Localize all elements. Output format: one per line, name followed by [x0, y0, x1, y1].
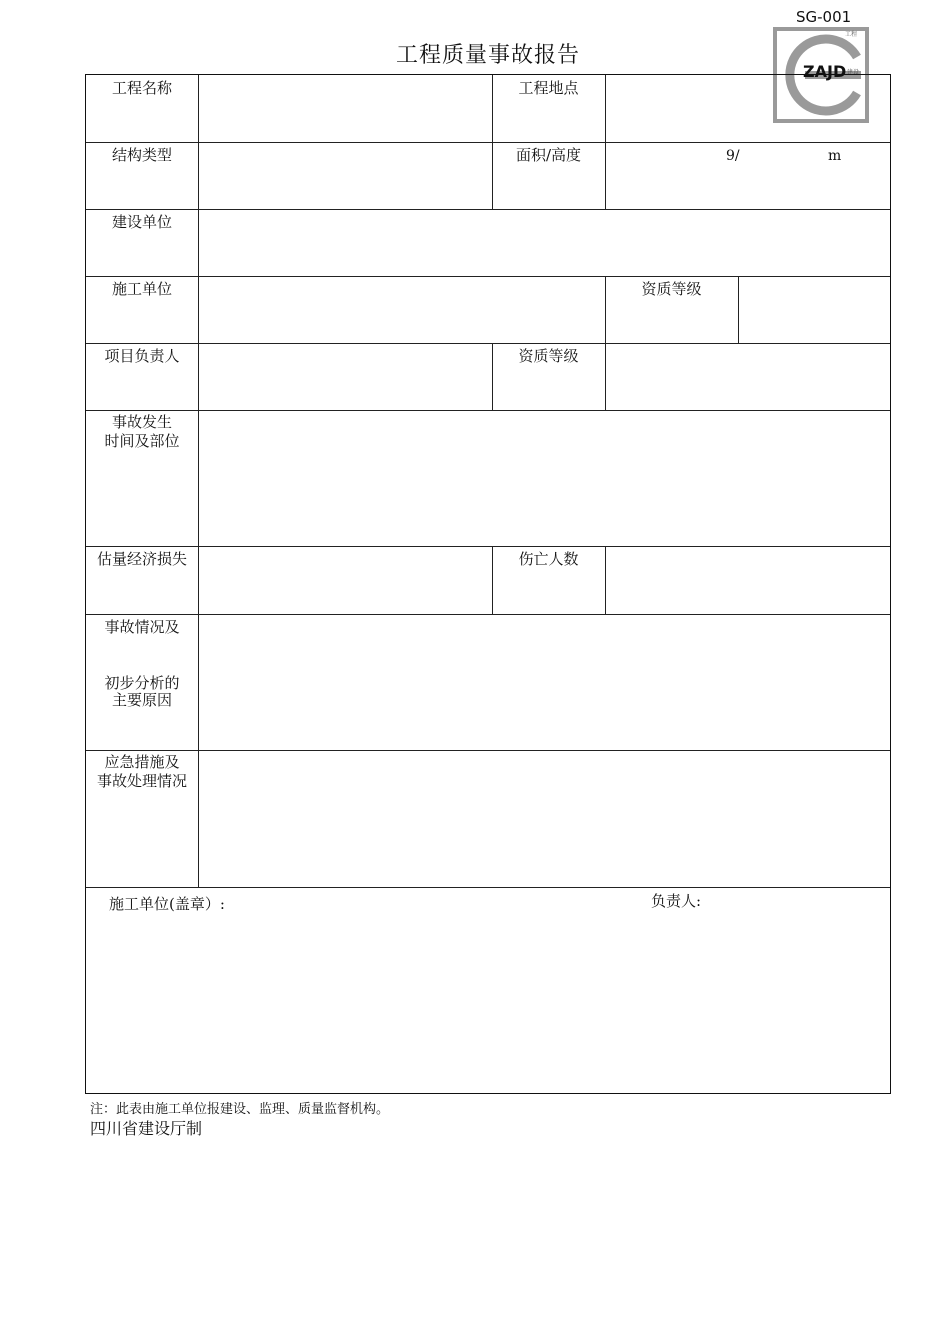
label-seal: 施工单位(盖章）:	[109, 895, 225, 913]
label-measures-line2: 事故处理情况	[96, 772, 187, 790]
area-unit: 9/	[726, 148, 740, 164]
field-qualification-1[interactable]	[739, 277, 890, 343]
field-area-height[interactable]	[606, 143, 890, 209]
label-project-name: 工程名称	[111, 79, 172, 97]
label-accident-time-line2: 时间及部位	[104, 432, 180, 450]
field-qualification-2[interactable]	[606, 344, 890, 410]
field-situation-analysis[interactable]	[199, 615, 890, 750]
field-owner-unit[interactable]	[199, 210, 890, 276]
svg-text:建设: 建设	[847, 69, 860, 76]
field-project-name[interactable]	[199, 75, 492, 142]
field-project-location[interactable]	[606, 75, 890, 142]
page-title: 工程质量事故报告	[396, 43, 581, 68]
label-economic-loss: 估量经济损失	[96, 550, 187, 568]
label-project-location: 工程地点	[518, 79, 579, 97]
label-construction-unit: 施工单位	[111, 280, 172, 298]
label-accident-time-line1: 事故发生	[111, 413, 172, 431]
field-construction-unit[interactable]	[199, 277, 605, 343]
label-casualties: 伤亡人数	[518, 550, 579, 568]
field-signature-area[interactable]	[86, 915, 890, 1091]
footer-note: 注：此表由施工单位报建设、监理、质量监督机构。	[90, 1102, 390, 1117]
height-unit: m	[828, 148, 842, 164]
label-situation-line2: 初步分析的	[104, 674, 180, 692]
field-project-manager[interactable]	[199, 344, 492, 410]
label-situation-line1: 事故情况及	[104, 618, 180, 636]
label-owner-unit: 建设单位	[111, 213, 172, 231]
label-project-manager: 项目负责人	[104, 347, 180, 365]
accident-report-form	[85, 74, 891, 1094]
logo-text: ZAJD	[803, 62, 847, 81]
field-casualties[interactable]	[606, 547, 890, 614]
field-economic-loss[interactable]	[199, 547, 492, 614]
label-measures-line1: 应急措施及	[104, 753, 180, 771]
label-area-height: 面积/高度	[515, 146, 582, 164]
form-code: SG-001	[796, 8, 852, 26]
label-person-in-charge: 负责人:	[651, 892, 702, 910]
issuing-org: 四川省建设厅制	[90, 1119, 203, 1138]
label-qualification-1: 资质等级	[641, 280, 702, 298]
label-qualification-2: 资质等级	[518, 347, 579, 365]
field-accident-time-location[interactable]	[199, 411, 890, 546]
field-structure-type[interactable]	[199, 143, 492, 209]
svg-text:工程: 工程	[845, 31, 858, 38]
label-structure-type: 结构类型	[111, 146, 172, 164]
field-emergency-measures[interactable]	[199, 751, 890, 887]
label-situation-line3: 主要原因	[111, 691, 172, 709]
